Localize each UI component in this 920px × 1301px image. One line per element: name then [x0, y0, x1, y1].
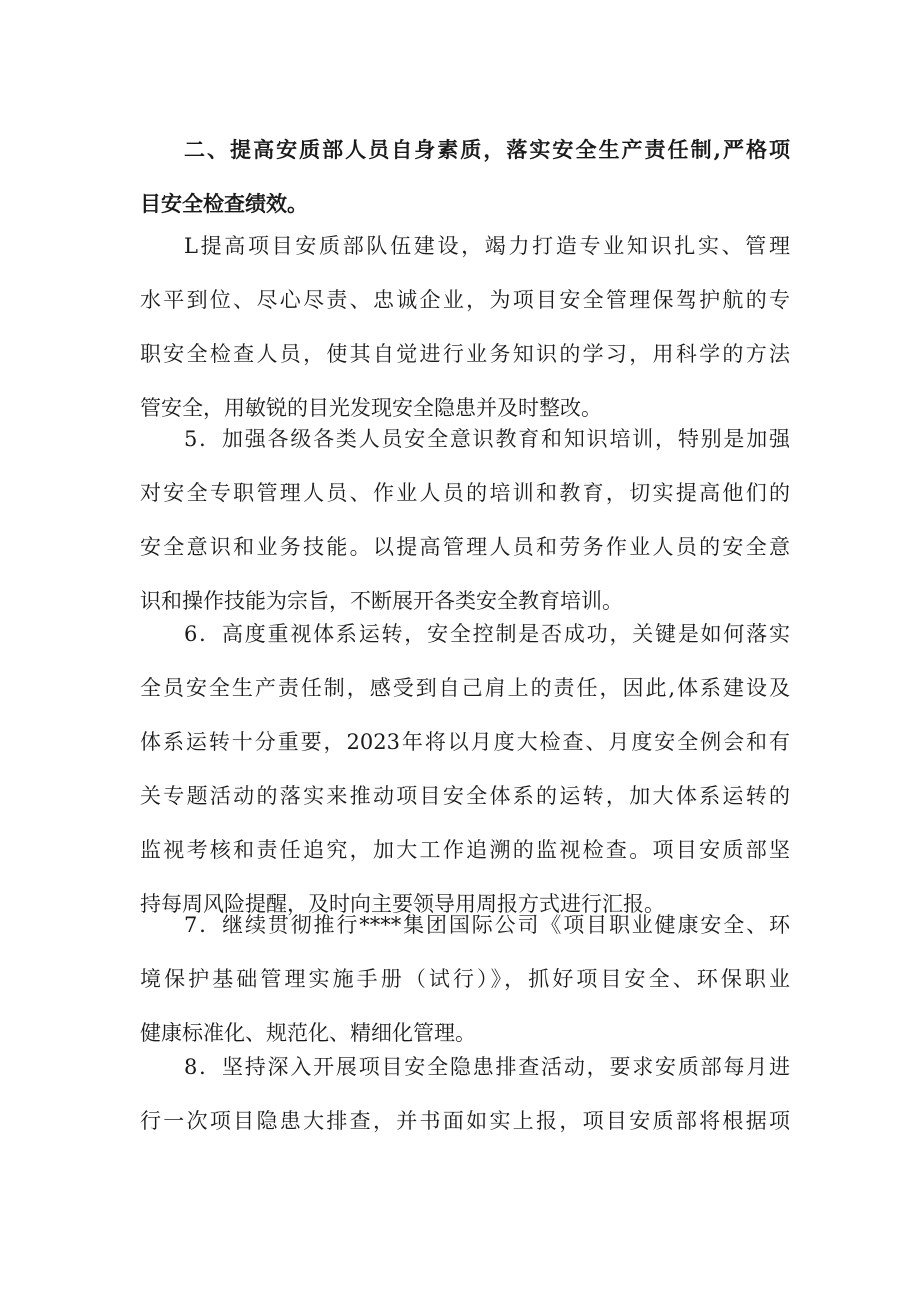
paragraph-line: L提高项目安质部队伍建设，竭力打造专业知识扎实、管理: [184, 234, 790, 258]
paragraph-line: 识和操作技能为宗旨，不断展开各类安全教育培训。: [140, 589, 623, 613]
paragraph-line: 境保护基础管理实施手册（试行）》，抓好项目安全、环保职业: [140, 967, 790, 991]
paragraph-line: 水平到位、尽心尽责、忠诚企业，为项目安全管理保驾护航的专: [140, 288, 790, 312]
paragraph-line: 6．高度重视体系运转，安全控制是否成功，关键是如何落实: [184, 622, 790, 646]
paragraph-line: 监视考核和责任追究，加大工作追溯的监视检查。项目安质部坚: [140, 838, 790, 862]
paragraph-line: 全员安全生产责任制，感受到自己肩上的责任，因此,体系建设及: [140, 676, 790, 700]
paragraph-line: 5．加强各级各类人员安全意识教育和知识培训，特别是加强: [184, 427, 790, 451]
paragraph-line: 职安全检查人员，使其自觉进行业务知识的学习，用科学的方法: [140, 342, 790, 366]
paragraph-item-5: [140, 412, 790, 628]
paragraph-line: 管安全，用敏锐的目光发现安全隐患并及时整改。: [140, 396, 602, 420]
paragraph-item-7: [140, 898, 790, 1060]
paragraph-line: 安全意识和业务技能。以提高管理人员和劳务作业人员的安全意: [140, 535, 790, 559]
section-heading: [140, 123, 790, 231]
paragraph-line: 7．继续贯彻推行****集团国际公司《项目职业健康安全、环: [184, 913, 790, 937]
heading-line: 目安全检查绩效。: [140, 191, 308, 216]
paragraph-line: 健康标准化、规范化、精细化管理。: [140, 1021, 476, 1045]
paragraph-line: 关专题活动的落实来推动项目安全体系的运转，加大体系运转的: [140, 784, 790, 808]
paragraph-line: 体系运转十分重要，2023年将以月度大检查、月度安全例会和有: [140, 730, 790, 754]
paragraph-line: 8．坚持深入开展项目安全隐患排查活动，要求安质部每月进: [184, 1055, 790, 1079]
heading-line: 二、提高安质部人员自身素质，落实安全生产责任制,严格项: [184, 137, 790, 162]
paragraph-line: 持每周风险提醒，及时向主要领导用周报方式进行汇报。: [140, 892, 665, 916]
paragraph-item-8: [140, 1040, 790, 1148]
paragraph-item-6: [140, 607, 790, 931]
paragraph-line: 行一次项目隐患大排查，并书面如实上报，项目安质部将根据项: [140, 1109, 790, 1133]
paragraph-item-l: [140, 219, 790, 435]
paragraph-line: 对安全专职管理人员、作业人员的培训和教育，切实提高他们的: [140, 481, 790, 505]
